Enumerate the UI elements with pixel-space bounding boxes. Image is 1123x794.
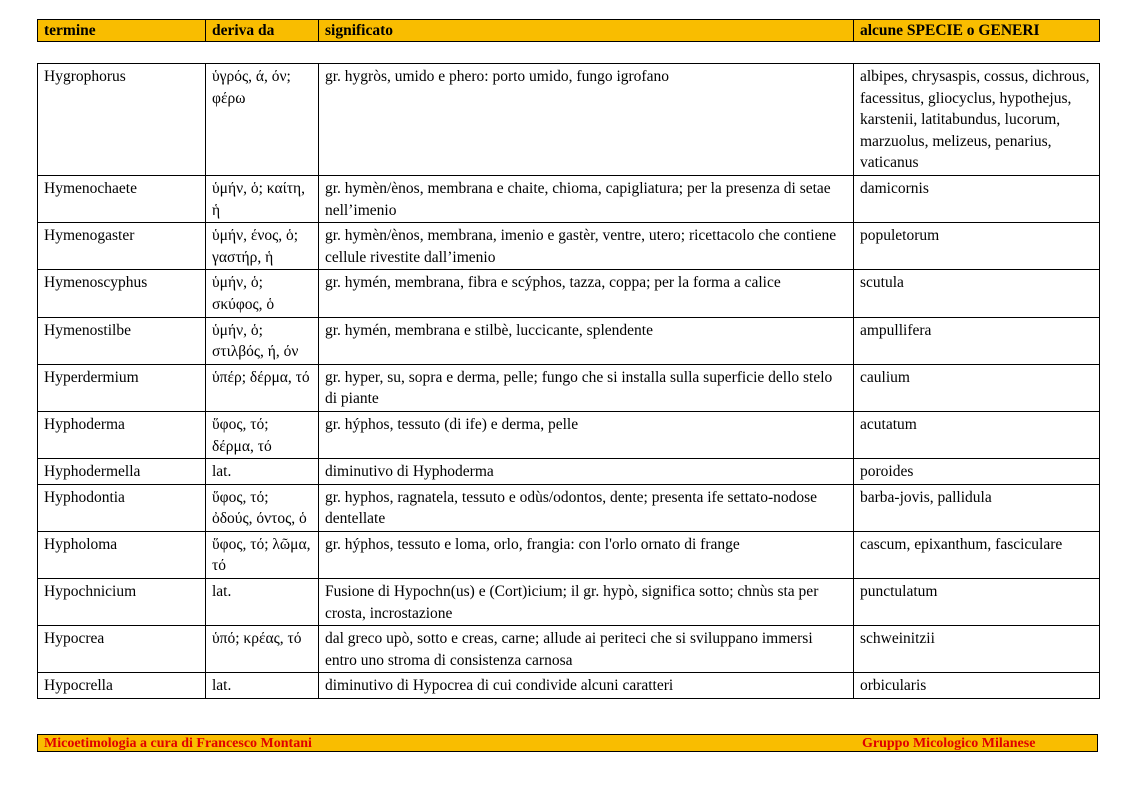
- cell-specie: punctulatum: [854, 579, 1100, 626]
- cell-significato: gr. hygròs, umido e phero: porto umido, fungo igrofano: [319, 64, 854, 176]
- cell-termine: Hymenoscyphus: [38, 270, 206, 317]
- cell-significato: gr. hyper, su, sopra e derma, pelle; fungo che si installa sulla superficie dello stelo di piante: [319, 364, 854, 411]
- cell-significato: dal greco upò, sotto e creas, carne; allude ai periteci che si sviluppano immersi entro uno stroma di consistenza carnosa: [319, 626, 854, 673]
- header-significato: significato: [319, 20, 854, 42]
- cell-deriva-da: ὑμήν, ὁ; καίτη, ἡ: [206, 175, 319, 222]
- cell-deriva-da: lat.: [206, 673, 319, 699]
- cell-specie: damicornis: [854, 175, 1100, 222]
- cell-specie: orbicularis: [854, 673, 1100, 699]
- cell-termine: Hypholoma: [38, 531, 206, 578]
- cell-significato: gr. hymén, membrana, fibra e scýphos, tazza, coppa; per la forma a calice: [319, 270, 854, 317]
- cell-deriva-da: lat.: [206, 579, 319, 626]
- cell-specie: ampullifera: [854, 317, 1100, 364]
- table-row: [38, 64, 1100, 176]
- table-body: [38, 64, 1100, 699]
- table-row: [38, 673, 1100, 699]
- header-specie: alcune SPECIE o GENERI: [854, 20, 1100, 42]
- cell-significato: Fusione di Hypochn(us) e (Cort)icium; il gr. hypò, significa sotto; chnùs sta per crosta, incrostazione: [319, 579, 854, 626]
- cell-deriva-da: ὕφος, τό; λῶμα, τό: [206, 531, 319, 578]
- header-row: [38, 20, 1100, 42]
- cell-deriva-da: ὑμήν, ὁ; στιλβός, ή, όν: [206, 317, 319, 364]
- cell-termine: Hymenogaster: [38, 223, 206, 270]
- header-table: [37, 19, 1100, 42]
- cell-specie: scutula: [854, 270, 1100, 317]
- footer-author: Micoetimologia a cura di Francesco Montani: [44, 736, 312, 751]
- cell-significato: gr. hýphos, tessuto (di ife) e derma, pelle: [319, 411, 854, 458]
- cell-deriva-da: ὑμήν, ένος, ὁ; γαστήρ, ἡ: [206, 223, 319, 270]
- cell-termine: Hymenostilbe: [38, 317, 206, 364]
- cell-significato: gr. hymèn/ènos, membrana, imenio e gastèr, ventre, utero; ricettacolo che contiene cellule rivestite dall’imenio: [319, 223, 854, 270]
- table-row: [38, 484, 1100, 531]
- table-row: [38, 317, 1100, 364]
- cell-deriva-da: lat.: [206, 459, 319, 485]
- table-row: [38, 223, 1100, 270]
- cell-deriva-da: ὑπό; κρέας, τό: [206, 626, 319, 673]
- cell-termine: Hyphodontia: [38, 484, 206, 531]
- cell-termine: Hypocrella: [38, 673, 206, 699]
- cell-specie: schweinitzii: [854, 626, 1100, 673]
- cell-specie: cascum, epixanthum, fasciculare: [854, 531, 1100, 578]
- cell-termine: Hyperdermium: [38, 364, 206, 411]
- cell-significato: gr. hýphos, tessuto e loma, orlo, frangia: con l'orlo ornato di frange: [319, 531, 854, 578]
- cell-deriva-da: ὕφος, τό; δέρμα, τό: [206, 411, 319, 458]
- cell-specie: caulium: [854, 364, 1100, 411]
- footer-bar: [37, 734, 1098, 752]
- cell-significato: diminutivo di Hyphoderma: [319, 459, 854, 485]
- cell-termine: Hypochnicium: [38, 579, 206, 626]
- cell-deriva-da: ὕφος, τό; ὀδούς, όντος, ὁ: [206, 484, 319, 531]
- cell-significato: gr. hyphos, ragnatela, tessuto e odùs/odontos, dente; presenta ife settato-nodose dentellate: [319, 484, 854, 531]
- cell-specie: barba-jovis, pallidula: [854, 484, 1100, 531]
- cell-termine: Hyphodermella: [38, 459, 206, 485]
- table-row: [38, 531, 1100, 578]
- cell-termine: Hyphoderma: [38, 411, 206, 458]
- cell-significato: gr. hymèn/ènos, membrana e chaite, chioma, capigliatura; per la presenza di setae nell’imenio: [319, 175, 854, 222]
- header-deriva-da: deriva da: [206, 20, 319, 42]
- etymology-table: [37, 63, 1100, 699]
- cell-deriva-da: ὑμήν, ὁ; σκύφος, ὁ: [206, 270, 319, 317]
- table-row: [38, 364, 1100, 411]
- table-row: [38, 459, 1100, 485]
- cell-termine: Hymenochaete: [38, 175, 206, 222]
- cell-significato: gr. hymén, membrana e stilbè, luccicante, splendente: [319, 317, 854, 364]
- cell-termine: Hygrophorus: [38, 64, 206, 176]
- table-row: [38, 270, 1100, 317]
- cell-specie: poroides: [854, 459, 1100, 485]
- cell-termine: Hypocrea: [38, 626, 206, 673]
- table-row: [38, 579, 1100, 626]
- cell-specie: acutatum: [854, 411, 1100, 458]
- cell-significato: diminutivo di Hypocrea di cui condivide alcuni caratteri: [319, 673, 854, 699]
- table-row: [38, 411, 1100, 458]
- cell-specie: populetorum: [854, 223, 1100, 270]
- cell-deriva-da: ὑπέρ; δέρμα, τό: [206, 364, 319, 411]
- header-termine: termine: [38, 20, 206, 42]
- cell-specie: albipes, chrysaspis, cossus, dichrous, facessitus, gliocyclus, hypothejus, karstenii, latitabundus, lucorum, marzuolus, melizeus, penarius, vaticanus: [854, 64, 1100, 176]
- table-row: [38, 626, 1100, 673]
- footer-group: Gruppo Micologico Milanese: [862, 736, 1036, 751]
- cell-deriva-da: ὑγρός, ά, όν; φέρω: [206, 64, 319, 176]
- table-row: [38, 175, 1100, 222]
